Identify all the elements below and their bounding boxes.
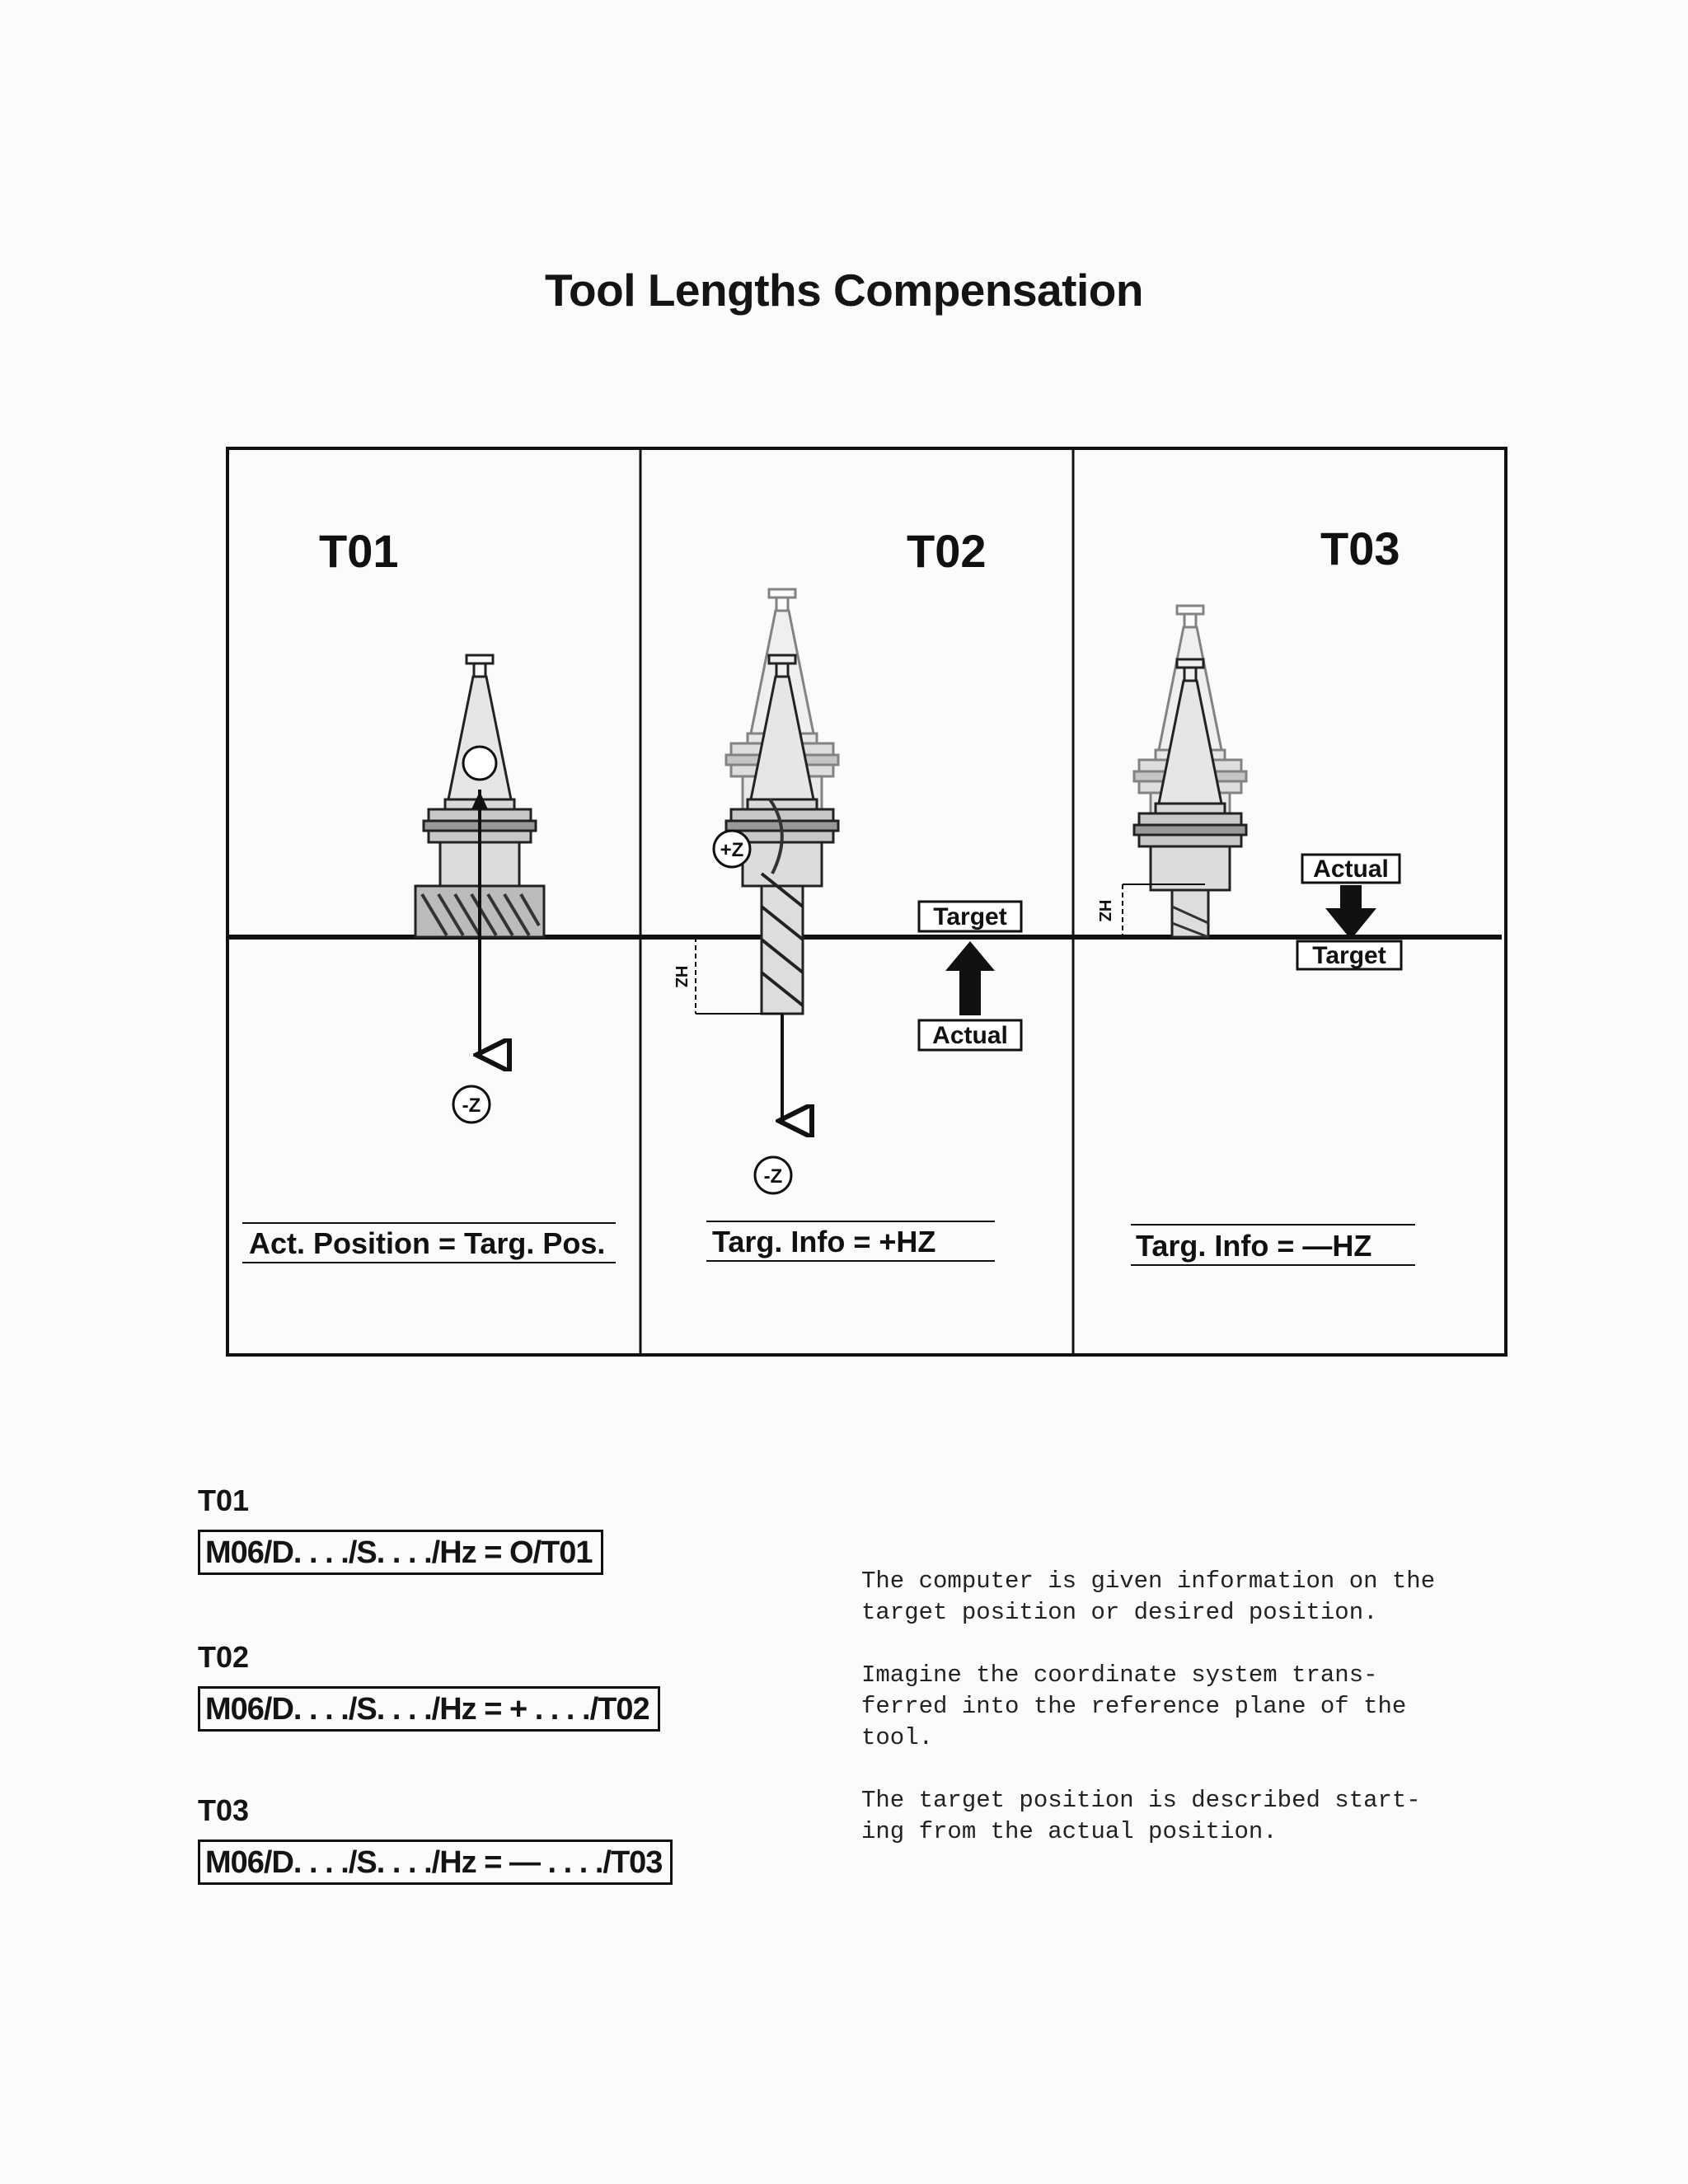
t03-down-arrow [1325,885,1376,940]
page-title: Tool Lengths Compensation [545,265,1143,316]
code-title-t02: T02 [198,1640,250,1674]
t02-target-label: Target [933,903,1007,930]
code-block-t03 [198,1793,673,1885]
t02-minus-z-label: -Z [763,1165,783,1188]
t02-tool-label: T02 [907,525,987,577]
explanation-notes [861,1566,1521,1879]
code-line-t02: M06/D. . . ./S. . . ./Hz = + . . . ./T02 [198,1686,660,1732]
t03-equation: Targ. Info = —HZ [1136,1229,1372,1263]
t01-z-circle [463,747,496,780]
t02-hz-label: HZ [672,965,690,988]
t03-target-label: Target [1312,942,1386,969]
code-title-t01: T01 [198,1483,250,1517]
note-paragraph: The computer is given information on the target position or desired position. [861,1568,1436,1626]
code-block-t01 [198,1483,603,1575]
note-paragraph: Imagine the coordinate system trans- ferred into the reference plane of the tool. [861,1661,1407,1751]
t02-actual-label: Actual [932,1022,1008,1049]
t01-equation: Act. Position = Targ. Pos. [249,1226,606,1260]
t03-hz-label: HZ [1095,899,1114,922]
code-line-t01: M06/D. . . ./S. . . ./Hz = O/T01 [198,1530,603,1575]
t01-tool-label: T01 [319,525,399,577]
t03-tool-label: T03 [1320,523,1400,574]
panel-t01 [242,525,616,1263]
note-paragraph: The target position is described start- ing from the actual position. [861,1787,1421,1845]
code-block-t02 [198,1640,660,1732]
figure-canvas [224,445,1510,1360]
panel-t03 [1095,523,1415,1265]
tool-length-figure [224,445,1510,1360]
code-title-t03: T03 [198,1793,250,1827]
t02-equation: Targ. Info = +HZ [712,1225,936,1258]
t02-plus-z-label: +Z [720,839,744,861]
t03-actual-label: Actual [1313,855,1389,883]
t01-minus-z-label: -Z [462,1094,481,1117]
t02-up-arrow [945,941,995,1015]
panel-t02 [672,525,1021,1261]
code-line-t03: M06/D. . . ./S. . . ./Hz = — . . . ./T03 [198,1840,673,1885]
